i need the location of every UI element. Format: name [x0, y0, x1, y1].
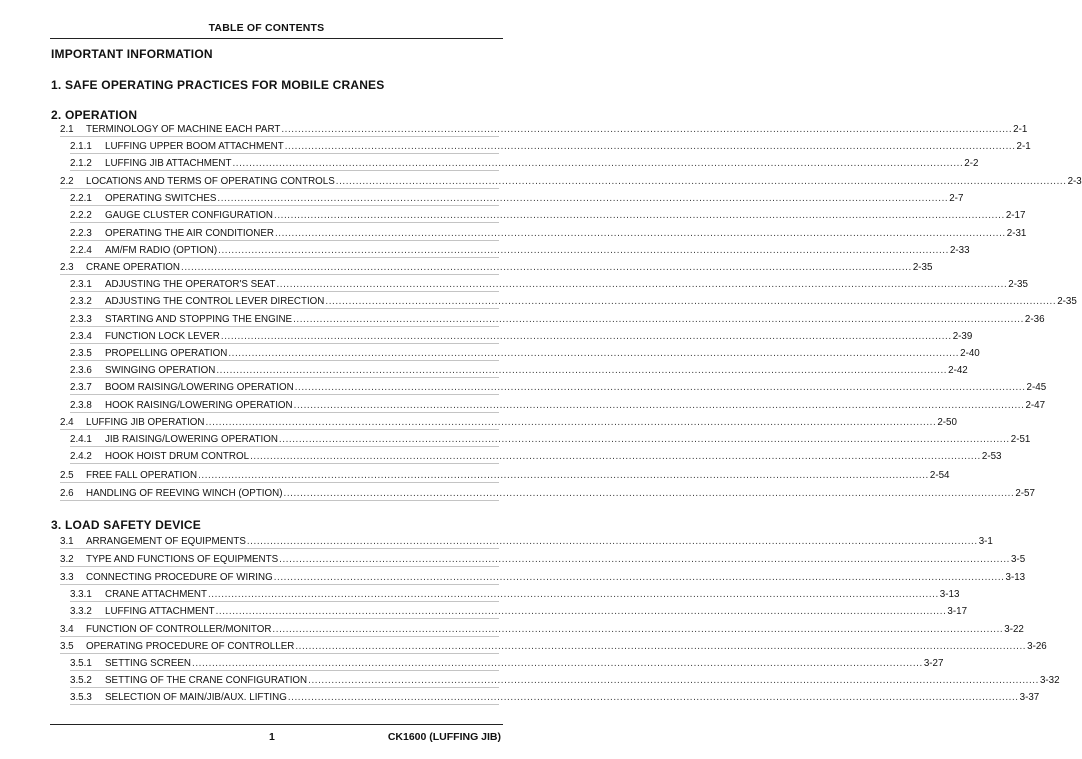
toc-entry[interactable]	[70, 141, 1031, 154]
entry-title: HANDLING OF REEVING WINCH (OPTION)	[86, 488, 283, 499]
toc-entry[interactable]	[70, 451, 1002, 464]
footer-model: CK1600 (LUFFING JIB)	[387, 731, 501, 743]
dot-leader: ............................................................................................................................................................................................................................	[273, 572, 1005, 583]
dot-leader: ............................................................................................................................................................................................................................	[287, 692, 1019, 703]
toc-entry[interactable]	[70, 658, 944, 671]
entry-page: 2-17	[1005, 210, 1026, 221]
entry-page: 2-51	[1010, 434, 1031, 445]
entry-title: STARTING AND STOPPING THE ENGINE	[105, 314, 293, 325]
entry-title: TERMINOLOGY OF MACHINE EACH PART	[86, 124, 281, 135]
dot-leader: ............................................................................................................................................................................................................................	[293, 314, 1024, 325]
entry-number: 3.5.3	[70, 692, 92, 703]
entry-number: 2.3	[60, 262, 74, 273]
entry-number: 2.3.7	[70, 382, 92, 393]
dot-leader: ............................................................................................................................................................................................................................	[284, 141, 1016, 152]
entry-page: 2-35	[912, 262, 933, 273]
entry-number: 3.3.2	[70, 606, 92, 617]
entry-page: 2-35	[1008, 279, 1028, 290]
entry-page: 2-7	[949, 193, 964, 204]
dot-leader: ............................................................................................................................................................................................................................	[217, 193, 949, 204]
dot-leader: ............................................................................................................................................................................................................................	[295, 641, 1027, 652]
entry-number: 2.3.1	[70, 279, 92, 290]
dot-leader: ............................................................................................................................................................................................................................	[278, 434, 1010, 445]
toc-entry[interactable]	[70, 193, 964, 206]
footer-page-number: 1	[269, 731, 275, 743]
entry-number: 2.1.1	[70, 141, 92, 152]
dot-leader: ............................................................................................................................................................................................................................	[218, 245, 949, 256]
entry-page: 2-3	[1067, 176, 1082, 187]
toc-entry[interactable]	[70, 245, 970, 258]
entry-title: CRANE ATTACHMENT	[105, 589, 207, 600]
entry-number: 3.5.1	[70, 658, 92, 669]
entry-number: 2.2.1	[70, 193, 92, 204]
entry-page: 3-5	[1010, 554, 1026, 565]
entry-page: 3-13	[939, 589, 960, 600]
toc-entry[interactable]	[70, 228, 1027, 241]
toc-entry[interactable]	[70, 314, 1045, 327]
toc-entry[interactable]	[70, 606, 968, 619]
entry-number: 2.3.3	[70, 314, 92, 325]
dot-leader: ............................................................................................................................................................................................................................	[232, 158, 964, 169]
dot-leader: ............................................................................................................................................................................................................................	[207, 589, 939, 600]
entry-title: AM/FM RADIO (OPTION)	[105, 245, 218, 256]
entry-page: 2-54	[929, 470, 950, 481]
entry-number: 2.2.3	[70, 228, 92, 239]
entry-page: 2-45	[1026, 382, 1047, 393]
dot-leader: ............................................................................................................................................................................................................................	[246, 536, 978, 547]
entry-page: 2-53	[981, 451, 1002, 462]
entry-page: 2-39	[952, 331, 973, 342]
entry-number: 2.3.5	[70, 348, 92, 359]
entry-title: JIB RAISING/LOWERING OPERATION	[105, 434, 278, 445]
entry-page: 3-1	[978, 536, 993, 547]
entry-page: 2-50	[937, 417, 957, 428]
toc-entry[interactable]	[70, 692, 1040, 705]
entry-number: 2.3.2	[70, 296, 92, 307]
toc-entry[interactable]	[70, 279, 1028, 292]
toc-entry[interactable]	[60, 572, 1026, 585]
entry-number: 3.5.2	[70, 675, 92, 686]
entry-title: LUFFING JIB ATTACHMENT	[105, 158, 232, 169]
entry-page: 3-32	[1039, 675, 1060, 686]
entry-title: ADJUSTING THE CONTROL LEVER DIRECTION	[105, 296, 325, 307]
entry-number: 2.3.8	[70, 400, 92, 411]
entry-page: 2-31	[1006, 228, 1027, 239]
toc-entry[interactable]	[70, 348, 980, 361]
entry-title: FUNCTION LOCK LEVER	[105, 331, 220, 342]
toc-entry[interactable]	[70, 434, 1031, 447]
dot-leader: ............................................................................................................................................................................................................................	[283, 488, 1015, 499]
toc-entry[interactable]	[60, 262, 933, 275]
toc-entry[interactable]	[60, 124, 1028, 137]
entry-title: OPERATING THE AIR CONDITIONER	[105, 228, 274, 239]
entry-number: 3.1	[60, 536, 74, 547]
entry-title: SWINGING OPERATION	[105, 365, 216, 376]
entry-title: LOCATIONS AND TERMS OF OPERATING CONTROLS	[86, 176, 335, 187]
dot-leader: ............................................................................................................................................................................................................................	[294, 382, 1026, 393]
entry-title: ARRANGEMENT OF EQUIPMENTS	[86, 536, 246, 547]
entry-page: 2-57	[1015, 488, 1035, 499]
dot-leader: ............................................................................................................................................................................................................................	[192, 658, 923, 669]
section-title: 3. LOAD SAFETY DEVICE	[51, 518, 202, 532]
entry-title: LUFFING JIB OPERATION	[86, 417, 205, 428]
toc-entry[interactable]	[60, 554, 1026, 567]
entry-page: 3-22	[1004, 624, 1024, 635]
toc-entry[interactable]	[70, 382, 1047, 395]
entry-page: 2-33	[949, 245, 970, 256]
entry-page: 2-47	[1025, 400, 1046, 411]
entry-title: SELECTION OF MAIN/JIB/AUX. LIFTING	[105, 692, 287, 703]
dot-leader: ............................................................................................................................................................................................................................	[335, 176, 1067, 187]
entry-number: 2.3.6	[70, 365, 92, 376]
entry-title: FUNCTION OF CONTROLLER/MONITOR	[86, 624, 272, 635]
footer-rule	[50, 724, 503, 725]
entry-title: GAUGE CLUSTER CONFIGURATION	[105, 210, 274, 221]
dot-leader: ............................................................................................................................................................................................................................	[276, 279, 1008, 290]
entry-page: 3-13	[1005, 572, 1026, 583]
entry-page: 3-26	[1027, 641, 1047, 652]
entry-page: 3-17	[947, 606, 968, 617]
entry-number: 2.3.4	[70, 331, 92, 342]
toc-entry[interactable]	[60, 417, 957, 430]
entry-page: 2-1	[1013, 124, 1028, 135]
entry-number: 3.4	[60, 624, 74, 635]
section-title: 1. SAFE OPERATING PRACTICES FOR MOBILE CRANES	[51, 78, 385, 92]
toc-entry[interactable]	[70, 589, 960, 602]
dot-leader: ............................................................................................................................................................................................................................	[274, 210, 1005, 221]
entry-title: LUFFING UPPER BOOM ATTACHMENT	[105, 141, 284, 152]
dot-leader: ............................................................................................................................................................................................................................	[272, 624, 1004, 635]
dot-leader: ............................................................................................................................................................................................................................	[279, 554, 1010, 565]
entry-number: 3.5	[60, 641, 74, 652]
entry-number: 3.2	[60, 554, 74, 565]
entry-title: ADJUSTING THE OPERATOR'S SEAT	[105, 279, 276, 290]
toc-entry[interactable]	[70, 365, 968, 378]
toc-entry[interactable]	[70, 210, 1026, 223]
entry-title: BOOM RAISING/LOWERING OPERATION	[105, 382, 294, 393]
entry-page: 2-2	[964, 158, 979, 169]
header-rule	[50, 38, 503, 39]
entry-title: LUFFING ATTACHMENT	[105, 606, 215, 617]
dot-leader: ............................................................................................................................................................................................................................	[198, 470, 929, 481]
entry-page: 3-37	[1019, 692, 1040, 703]
toc-entry[interactable]	[70, 675, 1060, 688]
entry-number: 2.4.2	[70, 451, 92, 462]
section-title: 2. OPERATION	[51, 108, 138, 122]
entry-title: PROPELLING OPERATION	[105, 348, 228, 359]
entry-title: SETTING OF THE CRANE CONFIGURATION	[105, 675, 308, 686]
entry-title: FREE FALL OPERATION	[86, 470, 198, 481]
toc-entry[interactable]	[70, 296, 1077, 309]
toc-entry[interactable]	[60, 176, 1082, 189]
entry-number: 2.5	[60, 470, 74, 481]
dot-leader: ............................................................................................................................................................................................................................	[281, 124, 1013, 135]
entry-title: SETTING SCREEN	[105, 658, 192, 669]
entry-number: 2.1	[60, 124, 74, 135]
dot-leader: ............................................................................................................................................................................................................................	[325, 296, 1057, 307]
entry-page: 2-35	[1057, 296, 1077, 307]
entry-title: CONNECTING PROCEDURE OF WIRING	[86, 572, 273, 583]
entry-page: 2-40	[960, 348, 980, 359]
dot-leader: ............................................................................................................................................................................................................................	[216, 365, 948, 376]
entry-number: 2.4.1	[70, 434, 92, 445]
entry-number: 3.3.1	[70, 589, 92, 600]
entry-number: 2.6	[60, 488, 74, 499]
dot-leader: ............................................................................................................................................................................................................................	[228, 348, 960, 359]
toc-entry[interactable]	[70, 400, 1046, 413]
entry-number: 2.1.2	[70, 158, 92, 169]
entry-title: TYPE AND FUNCTIONS OF EQUIPMENTS	[86, 554, 279, 565]
toc-entry[interactable]	[60, 536, 993, 549]
entry-page: 2-42	[948, 365, 968, 376]
dot-leader: ............................................................................................................................................................................................................................	[215, 606, 947, 617]
entry-page: 2-36	[1024, 314, 1045, 325]
entry-title: OPERATING SWITCHES	[105, 193, 217, 204]
entry-page: 2-1	[1016, 141, 1031, 152]
dot-leader: ............................................................................................................................................................................................................................	[308, 675, 1039, 686]
toc-entry[interactable]	[60, 624, 1024, 637]
entry-number: 3.3	[60, 572, 74, 583]
entry-number: 2.2.2	[70, 210, 92, 221]
entry-title: CRANE OPERATION	[86, 262, 180, 273]
entry-page: 3-27	[923, 658, 944, 669]
entry-number: 2.4	[60, 417, 74, 428]
toc-entry[interactable]	[60, 641, 1047, 654]
entry-title: HOOK HOIST DRUM CONTROL	[105, 451, 250, 462]
toc-entry[interactable]	[70, 158, 979, 171]
toc-entry[interactable]	[60, 488, 1035, 501]
section-title: IMPORTANT INFORMATION	[51, 47, 213, 61]
toc-entry[interactable]	[60, 470, 950, 483]
entry-number: 2.2.4	[70, 245, 92, 256]
entry-title: OPERATING PROCEDURE OF CONTROLLER	[86, 641, 295, 652]
entry-number: 2.2	[60, 176, 74, 187]
toc-entry[interactable]	[70, 331, 973, 344]
dot-leader: ............................................................................................................................................................................................................................	[293, 400, 1025, 411]
dot-leader: ............................................................................................................................................................................................................................	[274, 228, 1006, 239]
dot-leader: ............................................................................................................................................................................................................................	[205, 417, 937, 428]
page-header: TABLE OF CONTENTS	[208, 22, 325, 34]
dot-leader: ............................................................................................................................................................................................................................	[250, 451, 981, 462]
dot-leader: ............................................................................................................................................................................................................................	[220, 331, 952, 342]
dot-leader: ............................................................................................................................................................................................................................	[181, 262, 912, 273]
entry-title: HOOK RAISING/LOWERING OPERATION	[105, 400, 293, 411]
